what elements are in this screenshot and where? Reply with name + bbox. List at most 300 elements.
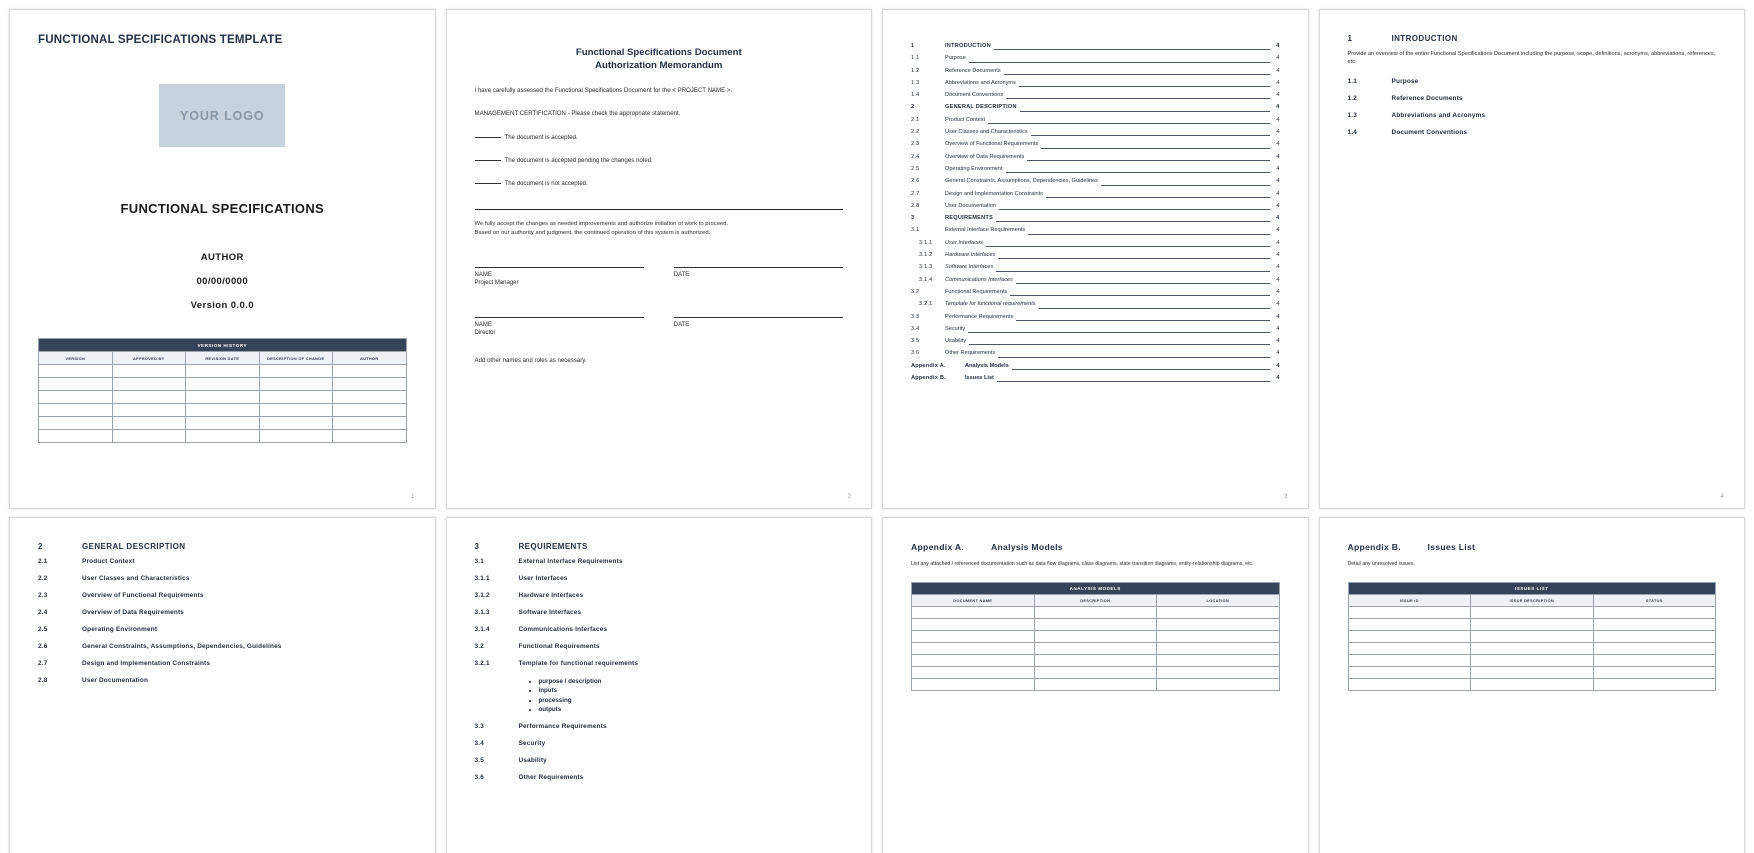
- toc-entry[interactable]: [911, 335, 1280, 347]
- subsection-label: User Documentation: [82, 677, 149, 684]
- toc-entry[interactable]: [911, 52, 1280, 64]
- cell[interactable]: [1471, 606, 1594, 618]
- subsection-label: Reference Documents: [1391, 94, 1463, 102]
- toc-entry-label: Document Conventions: [945, 92, 1004, 99]
- page-thumbnail-introduction[interactable]: [1319, 9, 1746, 509]
- toc-entry[interactable]: [911, 200, 1280, 212]
- cell[interactable]: [1034, 618, 1157, 630]
- toc-entry-page: 4: [1276, 202, 1280, 209]
- appendix-a-label: Appendix A.: [911, 542, 965, 552]
- cell[interactable]: [39, 430, 113, 443]
- page-thumbnail-appendix-b[interactable]: [1319, 517, 1746, 853]
- subsection-number: 3.1.3: [474, 609, 490, 616]
- subsection-label: Abbreviations and Acronyms: [1391, 111, 1486, 119]
- cover-version: Version 0.0.0: [190, 300, 254, 311]
- toc-entry[interactable]: [911, 311, 1280, 323]
- appendix-b-heading: [1348, 542, 1717, 552]
- memo-page-content: [447, 10, 872, 508]
- cell[interactable]: [1034, 678, 1157, 690]
- cell[interactable]: [259, 417, 333, 430]
- toc-entry[interactable]: [911, 323, 1280, 335]
- version-history-header-row: [39, 352, 407, 365]
- cell[interactable]: [112, 417, 186, 430]
- toc-entry-label: Issues List: [965, 375, 994, 382]
- table-row[interactable]: [912, 654, 1280, 666]
- cell[interactable]: [1593, 642, 1716, 654]
- requirements-subsection[interactable]: [475, 740, 844, 747]
- cell[interactable]: [912, 606, 1035, 618]
- toc-entry-number: 2.6: [911, 178, 920, 185]
- requirements-subsection[interactable]: [475, 592, 844, 599]
- cell[interactable]: [1157, 666, 1280, 678]
- page-number: 1: [411, 494, 415, 500]
- toc-entry[interactable]: [911, 224, 1280, 236]
- cell[interactable]: [333, 404, 407, 417]
- general-description-subsection[interactable]: [38, 609, 407, 616]
- toc-entry-page: 4: [1276, 350, 1280, 357]
- signature-line[interactable]: [475, 267, 644, 268]
- memo-divider: [475, 209, 844, 210]
- checkbox-blank-line[interactable]: [475, 137, 501, 138]
- checkbox-blank-line[interactable]: [475, 183, 501, 184]
- cell[interactable]: [1593, 618, 1716, 630]
- cell[interactable]: [259, 404, 333, 417]
- page-thumbnail-requirements[interactable]: [446, 517, 873, 853]
- cell[interactable]: [1348, 630, 1471, 642]
- cell[interactable]: [39, 404, 113, 417]
- table-row[interactable]: [912, 678, 1280, 690]
- cover-document-title: FUNCTIONAL SPECIFICATIONS: [120, 201, 324, 216]
- signature-role-label: Project Manager: [474, 280, 519, 286]
- signature-row-project-manager: [475, 267, 844, 287]
- subsection-label: Purpose: [1391, 77, 1419, 85]
- subsection-number: 1.2: [1347, 94, 1357, 102]
- cell[interactable]: [259, 365, 333, 378]
- subsection-label: Overview of Data Requirements: [82, 609, 185, 616]
- table-row[interactable]: [1348, 630, 1716, 642]
- general-description-subsection[interactable]: [38, 558, 407, 565]
- toc-leader-dots: [1006, 172, 1270, 173]
- toc-entry-page: 4: [1276, 55, 1280, 62]
- column-description: DESCRIPTION: [1034, 594, 1157, 606]
- cell[interactable]: [112, 430, 186, 443]
- toc-entry[interactable]: [911, 163, 1280, 175]
- toc-entry-page: 4: [1276, 325, 1280, 332]
- toc-entry[interactable]: [911, 175, 1280, 187]
- table-row[interactable]: [912, 606, 1280, 618]
- toc-entry-page: 4: [1276, 153, 1280, 160]
- toc-entry-number: 3.3: [911, 313, 920, 320]
- toc-entry-label: Security: [945, 325, 966, 332]
- cell[interactable]: [1471, 678, 1594, 690]
- toc-entry-label: REQUIREMENTS: [945, 215, 994, 222]
- page-thumbnail-cover[interactable]: [9, 9, 436, 509]
- toc-entry-page: 4: [1276, 338, 1280, 345]
- cover-author: AUTHOR: [200, 252, 244, 263]
- functional-requirement-template-bullets: [539, 677, 844, 715]
- column-version: VERSION: [39, 352, 113, 365]
- memo-footer-note: Add other names and roles as necessary.: [474, 357, 587, 364]
- cell[interactable]: [1034, 666, 1157, 678]
- cell[interactable]: [1157, 654, 1280, 666]
- checkbox-blank-line[interactable]: [475, 160, 501, 161]
- section-title: GENERAL DESCRIPTION: [82, 542, 186, 551]
- cell[interactable]: [1034, 642, 1157, 654]
- requirements-subsection[interactable]: [475, 626, 844, 633]
- toc-entry[interactable]: [911, 298, 1280, 310]
- table-row[interactable]: [39, 417, 407, 430]
- subsection-number: 3.1.2: [474, 592, 490, 599]
- cell[interactable]: [112, 404, 186, 417]
- toc-entry-number: 1.1: [911, 55, 920, 62]
- version-history-table: [38, 338, 407, 443]
- cell[interactable]: [1034, 606, 1157, 618]
- toc-entry-page: 4: [1276, 141, 1280, 148]
- toc-entry[interactable]: [911, 151, 1280, 163]
- logo-placeholder-text: YOUR LOGO: [180, 108, 265, 123]
- toc-entry[interactable]: [911, 212, 1280, 224]
- requirements-page-content: [447, 518, 872, 853]
- toc-entry-page: 4: [1276, 375, 1280, 382]
- cell[interactable]: [1593, 630, 1716, 642]
- cell[interactable]: [259, 378, 333, 391]
- toc-entry-number: 3.5: [911, 338, 920, 345]
- toc-entry[interactable]: [911, 138, 1280, 150]
- analysis-models-table-wrap: [911, 582, 1280, 691]
- signature-name-label: NAME: [474, 272, 492, 278]
- cell[interactable]: [333, 378, 407, 391]
- toc-entry-page: 4: [1276, 288, 1280, 295]
- subsection-label: Software Interfaces: [518, 609, 582, 616]
- requirements-subsection[interactable]: [475, 558, 844, 565]
- toc-entry-page: 4: [1276, 67, 1280, 74]
- toc-entry-number: 3.2: [911, 288, 920, 295]
- cell[interactable]: [1034, 654, 1157, 666]
- cell[interactable]: [186, 417, 260, 430]
- toc-entry-page: 4: [1276, 301, 1280, 308]
- cell[interactable]: [333, 430, 407, 443]
- toc-entry[interactable]: [911, 114, 1280, 126]
- subsection-label: Security: [518, 739, 546, 747]
- cell[interactable]: [39, 365, 113, 378]
- subsection-label: Communications Interfaces: [518, 626, 608, 633]
- cover-metadata: [38, 246, 407, 318]
- table-row[interactable]: [1348, 642, 1716, 654]
- toc-leader-dots: [994, 49, 1270, 50]
- cover-page-content: [10, 10, 435, 508]
- page-thumbnail-authorization-memo[interactable]: [446, 9, 873, 509]
- general-description-subsection[interactable]: [38, 575, 407, 582]
- toc-entry-number: Appendix A.: [911, 362, 946, 369]
- cell[interactable]: [1348, 606, 1471, 618]
- appendix-a-note: List any attached / referenced documentation such as data flow diagrams, class diagrams, state transition diagrams, entity-relationship diagrams, etc.: [911, 561, 1254, 567]
- table-row[interactable]: [912, 666, 1280, 678]
- page-thumbnail-general-description[interactable]: [9, 517, 436, 853]
- signature-date-label: DATE: [673, 322, 690, 328]
- cell[interactable]: [1471, 666, 1594, 678]
- toc-page-content: [883, 10, 1308, 508]
- requirements-subsection[interactable]: [475, 774, 844, 781]
- version-history-title-row: [39, 339, 407, 352]
- requirement-bullet: • purpose / description: [539, 677, 844, 686]
- subsection-label: Hardware Interfaces: [518, 592, 584, 599]
- toc-leader-dots: [969, 344, 1269, 345]
- toc-entry[interactable]: [911, 372, 1280, 384]
- introduction-subsection[interactable]: [1348, 95, 1717, 102]
- table-row[interactable]: [39, 378, 407, 391]
- subsection-label: Operating Environment: [82, 626, 158, 633]
- table-row[interactable]: [1348, 606, 1716, 618]
- toc-entry[interactable]: [911, 261, 1280, 273]
- logo-placeholder-box: [159, 84, 285, 147]
- toc-entry[interactable]: [911, 89, 1280, 101]
- table-row[interactable]: [39, 404, 407, 417]
- cell[interactable]: [1471, 618, 1594, 630]
- requirements-subsection[interactable]: [475, 609, 844, 616]
- general-description-subsection[interactable]: [38, 660, 407, 667]
- subsection-label: Document Conventions: [1391, 128, 1468, 136]
- cell[interactable]: [1348, 618, 1471, 630]
- toc-entry-number: 1.4: [911, 92, 920, 99]
- subsection-label: General Constraints, Assumptions, Dependencies, Guidelines: [82, 643, 282, 650]
- general-description-subsection[interactable]: [38, 643, 407, 650]
- cell[interactable]: [39, 417, 113, 430]
- toc-leader-dots: [996, 221, 1269, 222]
- memo-option-label: The document is accepted pending the changes noted.: [504, 157, 653, 164]
- toc-entry-page: 4: [1276, 92, 1280, 99]
- toc-entry-number: 2.2: [911, 129, 920, 136]
- cell[interactable]: [1471, 642, 1594, 654]
- toc-entry-label: Analysis Models: [965, 362, 1009, 369]
- subsection-number: 3.2: [474, 643, 484, 650]
- cell[interactable]: [1593, 654, 1716, 666]
- toc-entry-page: 4: [1276, 215, 1280, 222]
- toc-leader-dots: [988, 123, 1269, 124]
- toc-entry-number: 3.6: [911, 350, 920, 357]
- analysis-models-title: ANALYSIS MODELS: [912, 582, 1280, 594]
- appendix-b-title: Issues List: [1427, 542, 1476, 552]
- toc-entry-page: 4: [1276, 252, 1280, 259]
- cell[interactable]: [1348, 654, 1471, 666]
- toc-entry[interactable]: [911, 40, 1280, 52]
- toc-entry-page: 4: [1276, 178, 1280, 185]
- memo-option-accepted[interactable]: [475, 134, 844, 141]
- issues-list-header-row: [1348, 594, 1716, 606]
- cell[interactable]: [1593, 666, 1716, 678]
- toc-entry[interactable]: [911, 347, 1280, 359]
- cell[interactable]: [912, 654, 1035, 666]
- column-approved-by: APPROVED BY: [112, 352, 186, 365]
- page-number: 4: [1720, 494, 1724, 500]
- toc-entry-number: 3.1.3: [919, 264, 933, 271]
- column-description-of-change: DESCRIPTION OF CHANGE: [259, 352, 333, 365]
- table-row[interactable]: [912, 642, 1280, 654]
- column-author: AUTHOR: [333, 352, 407, 365]
- table-row[interactable]: [1348, 678, 1716, 690]
- toc-entry[interactable]: [911, 249, 1280, 261]
- subsection-number: 1.4: [1347, 128, 1357, 136]
- requirements-subsection[interactable]: [475, 575, 844, 582]
- cell[interactable]: [39, 391, 113, 404]
- analysis-models-table: [911, 582, 1280, 691]
- requirements-subsection[interactable]: [475, 757, 844, 764]
- cell[interactable]: [333, 391, 407, 404]
- requirements-subsection[interactable]: [475, 723, 844, 730]
- page-thumbnail-appendix-a[interactable]: [882, 517, 1309, 853]
- appendix-b-note: Detail any unresolved issues.: [1347, 561, 1415, 567]
- table-row[interactable]: [1348, 618, 1716, 630]
- cell[interactable]: [1593, 606, 1716, 618]
- toc-entry-label: Communications Interfaces: [945, 276, 1013, 283]
- cell[interactable]: [333, 365, 407, 378]
- memo-certification-text: MANAGEMENT CERTIFICATION - Please check the appropriate statement.: [474, 110, 681, 117]
- appendix-a-heading: [911, 542, 1280, 552]
- cell[interactable]: [912, 642, 1035, 654]
- cell[interactable]: [912, 630, 1035, 642]
- requirement-bullet: • processing: [539, 696, 844, 705]
- signature-name-block[interactable]: [475, 317, 644, 337]
- issues-list-body: [1348, 582, 1716, 690]
- cell[interactable]: [1157, 606, 1280, 618]
- general-description-subsection[interactable]: [38, 626, 407, 633]
- general-description-subsection[interactable]: [38, 677, 407, 684]
- cell[interactable]: [112, 365, 186, 378]
- analysis-models-title-row: [912, 582, 1280, 594]
- memo-option-not-accepted[interactable]: [475, 180, 844, 187]
- introduction-subsection[interactable]: [1348, 129, 1717, 136]
- cell[interactable]: [1348, 666, 1471, 678]
- cell[interactable]: [112, 391, 186, 404]
- requirements-subsection-list-top: [475, 558, 844, 667]
- general-description-subsection-list: [38, 558, 407, 684]
- toc-leader-dots: [1101, 185, 1270, 186]
- page-thumbnail-table-of-contents[interactable]: [882, 9, 1309, 509]
- cell[interactable]: [39, 378, 113, 391]
- cell[interactable]: [186, 378, 260, 391]
- date-line[interactable]: [674, 317, 843, 318]
- toc-leader-dots: [1039, 308, 1270, 309]
- toc-entry-number: 2: [911, 104, 915, 111]
- cell[interactable]: [1034, 630, 1157, 642]
- signature-line[interactable]: [475, 317, 644, 318]
- subsection-label: Overview of Functional Requirements: [82, 592, 204, 599]
- table-row[interactable]: [1348, 666, 1716, 678]
- cell[interactable]: [259, 391, 333, 404]
- table-row[interactable]: [1348, 654, 1716, 666]
- toc-entry[interactable]: [911, 188, 1280, 200]
- toc-entry-label: Overview of Data Requirements: [945, 153, 1025, 160]
- subsection-number: 2.1: [38, 558, 48, 565]
- introduction-subsection[interactable]: [1348, 112, 1717, 119]
- table-row[interactable]: [39, 430, 407, 443]
- cell[interactable]: [912, 678, 1035, 690]
- subsection-label: User Interfaces: [518, 575, 568, 582]
- cell[interactable]: [1157, 678, 1280, 690]
- toc-leader-dots: [1027, 160, 1269, 161]
- toc-entry-label: Functional Requirements: [945, 288, 1008, 295]
- requirements-subsection[interactable]: [475, 643, 844, 650]
- toc-entry-page: 4: [1276, 129, 1280, 136]
- signature-name-block[interactable]: [475, 267, 644, 287]
- cell[interactable]: [1348, 678, 1471, 690]
- cell[interactable]: [1157, 642, 1280, 654]
- toc-entry[interactable]: [911, 126, 1280, 138]
- toc-entry-label: Purpose: [945, 55, 966, 62]
- memo-assessment-text: I have carefully assessed the Functional Specifications Document for the < PROJECT NAME >.: [474, 87, 733, 94]
- cell[interactable]: [186, 430, 260, 443]
- toc-entry[interactable]: [911, 77, 1280, 89]
- toc-entry[interactable]: [911, 101, 1280, 113]
- toc-entry-label: GENERAL DESCRIPTION: [945, 104, 1017, 111]
- cell[interactable]: [1471, 654, 1594, 666]
- cell[interactable]: [1593, 678, 1716, 690]
- general-description-subsection[interactable]: [38, 592, 407, 599]
- toc-leader-dots: [1028, 234, 1269, 235]
- toc-entry[interactable]: [911, 237, 1280, 249]
- table-row[interactable]: [912, 630, 1280, 642]
- cell[interactable]: [1157, 618, 1280, 630]
- signature-date-block[interactable]: [674, 267, 843, 287]
- section-title: REQUIREMENTS: [518, 542, 588, 551]
- issues-list-table-wrap: [1348, 582, 1717, 691]
- toc-entry-label: Hardware Interfaces: [945, 252, 996, 259]
- cell[interactable]: [912, 618, 1035, 630]
- cell[interactable]: [912, 666, 1035, 678]
- subsection-number: 3.1.4: [474, 626, 490, 633]
- introduction-body-text: Provide an overview of the entire Functional Specifications Document including the purpose, scope, definitions, acronyms, abbreviations, references, etc.: [1347, 51, 1716, 66]
- toc-entry-number: 3.1.1: [919, 239, 933, 246]
- toc-entry-number: 1.3: [911, 79, 920, 86]
- introduction-subsection[interactable]: [1348, 78, 1717, 85]
- cell[interactable]: [1157, 630, 1280, 642]
- toc-entry[interactable]: [911, 286, 1280, 298]
- toc-entry-page: 4: [1276, 264, 1280, 271]
- toc-entry-number: 3.1.2: [919, 252, 933, 259]
- cell[interactable]: [186, 365, 260, 378]
- table-row[interactable]: [39, 391, 407, 404]
- requirements-subsection[interactable]: [475, 660, 844, 667]
- memo-title-line1: Functional Specifications Document: [575, 47, 742, 58]
- cell[interactable]: [186, 391, 260, 404]
- cell[interactable]: [333, 417, 407, 430]
- toc-entry-label: User Interfaces: [945, 239, 983, 246]
- cell[interactable]: [259, 430, 333, 443]
- table-row[interactable]: [912, 618, 1280, 630]
- toc-entry[interactable]: [911, 65, 1280, 77]
- analysis-models-header-row: [912, 594, 1280, 606]
- subsection-label: Design and Implementation Constraints: [82, 660, 211, 667]
- subsection-number: 3.3: [474, 722, 484, 730]
- date-line[interactable]: [674, 267, 843, 268]
- toc-entry[interactable]: [911, 360, 1280, 372]
- subsection-number: 2.4: [38, 609, 48, 616]
- cell[interactable]: [186, 404, 260, 417]
- subsection-number: 3.2.1: [474, 660, 490, 667]
- toc-leader-dots: [1016, 320, 1269, 321]
- table-row[interactable]: [39, 365, 407, 378]
- toc-entry-label: User Classes and Characteristics: [945, 129, 1028, 136]
- memo-option-accepted-pending[interactable]: [475, 157, 844, 164]
- cell[interactable]: [1471, 630, 1594, 642]
- toc-entry[interactable]: [911, 274, 1280, 286]
- cell[interactable]: [1348, 642, 1471, 654]
- toc-entry-label: User Documentation: [945, 202, 996, 209]
- toc-leader-dots: [1016, 283, 1270, 284]
- column-location: LOCATION: [1157, 594, 1280, 606]
- cell[interactable]: [112, 378, 186, 391]
- toc-leader-dots: [1041, 148, 1269, 149]
- signature-date-block[interactable]: [674, 317, 843, 337]
